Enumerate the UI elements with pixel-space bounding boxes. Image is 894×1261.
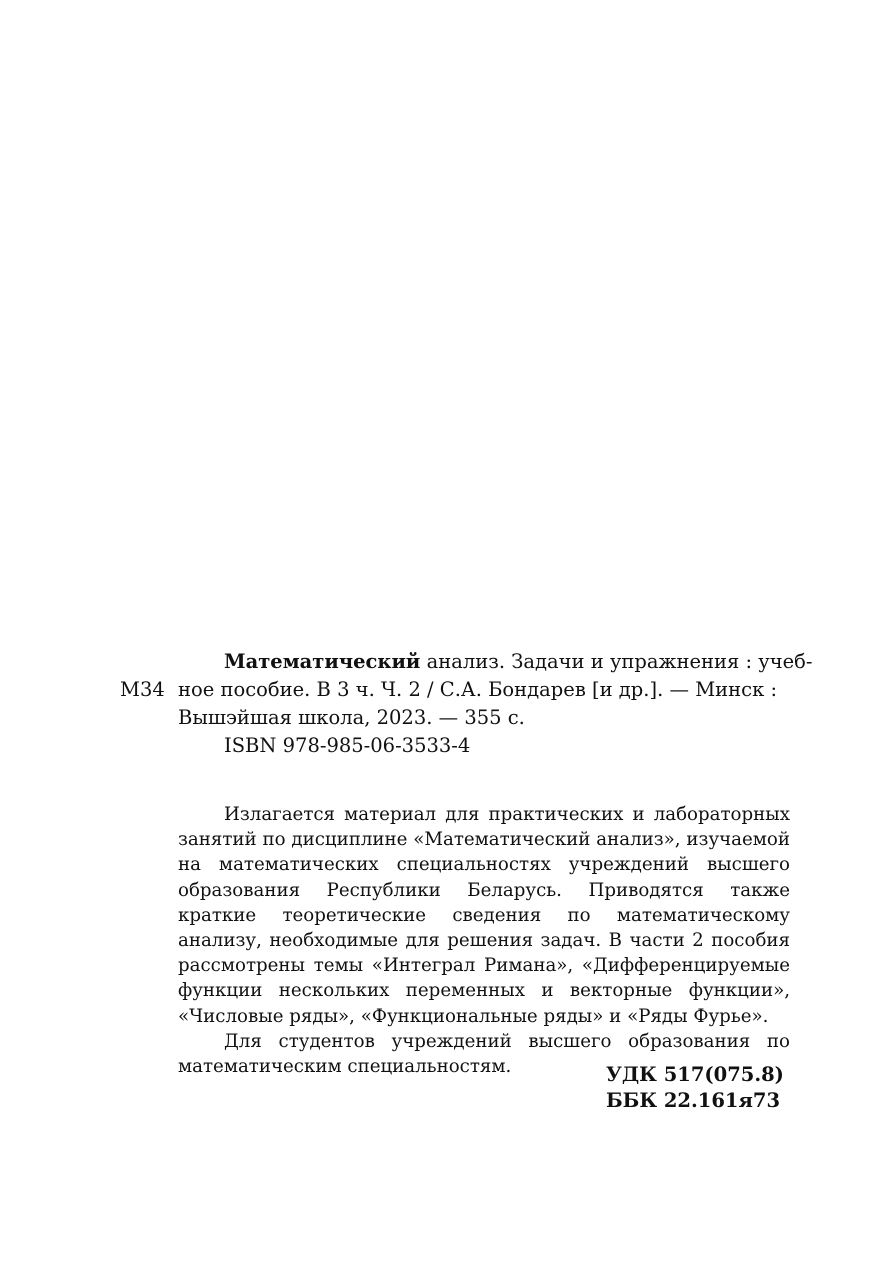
catalog-publisher: Вышэйшая школа, 2023. — 355 с.: [178, 706, 525, 729]
isbn: ISBN 978-985-06-3533-4: [224, 734, 471, 757]
title-rest: анализ. Задачи и упражнения : учеб-: [420, 650, 813, 673]
catalog-code: М34: [120, 678, 165, 701]
udk-code: УДК 517(075.8): [606, 1063, 784, 1086]
title-bold: Математический: [224, 650, 421, 673]
catalog-line-3: [120, 704, 800, 732]
abstract-paragraph-1: Излагается материал для практических и лабораторных занятий по дисциплине «Математический анализ», изучаемой на математических специальностях учреждений высшего образования Республики Беларусь. Приводятся также краткие теоретические сведения по математическому анализу, необходимые для решения задач. В части 2 пособия рассмотрены темы «Интеграл Римана», «Дифференцируемые функции нескольких переменных и векторные функции», «Числовые ряды», «Функциональные ряды» и «Ряды Фурье».: [178, 804, 790, 1027]
catalog-authors: ное пособие. В 3 ч. Ч. 2 / С.А. Бондарев [и др.]. — Минск :: [178, 678, 778, 701]
abstract: [178, 802, 790, 1079]
classification-codes: [606, 1062, 784, 1114]
catalog-line-4: [120, 732, 800, 760]
catalog-line-1: [120, 648, 813, 676]
bbk-code: ББК 22.161я73: [606, 1089, 781, 1112]
catalog-card: [120, 648, 813, 760]
abstract-paragraph-2: Для студентов учреждений высшего образования по математическим специальностям.: [178, 1030, 790, 1078]
catalog-line-2: [120, 676, 800, 704]
